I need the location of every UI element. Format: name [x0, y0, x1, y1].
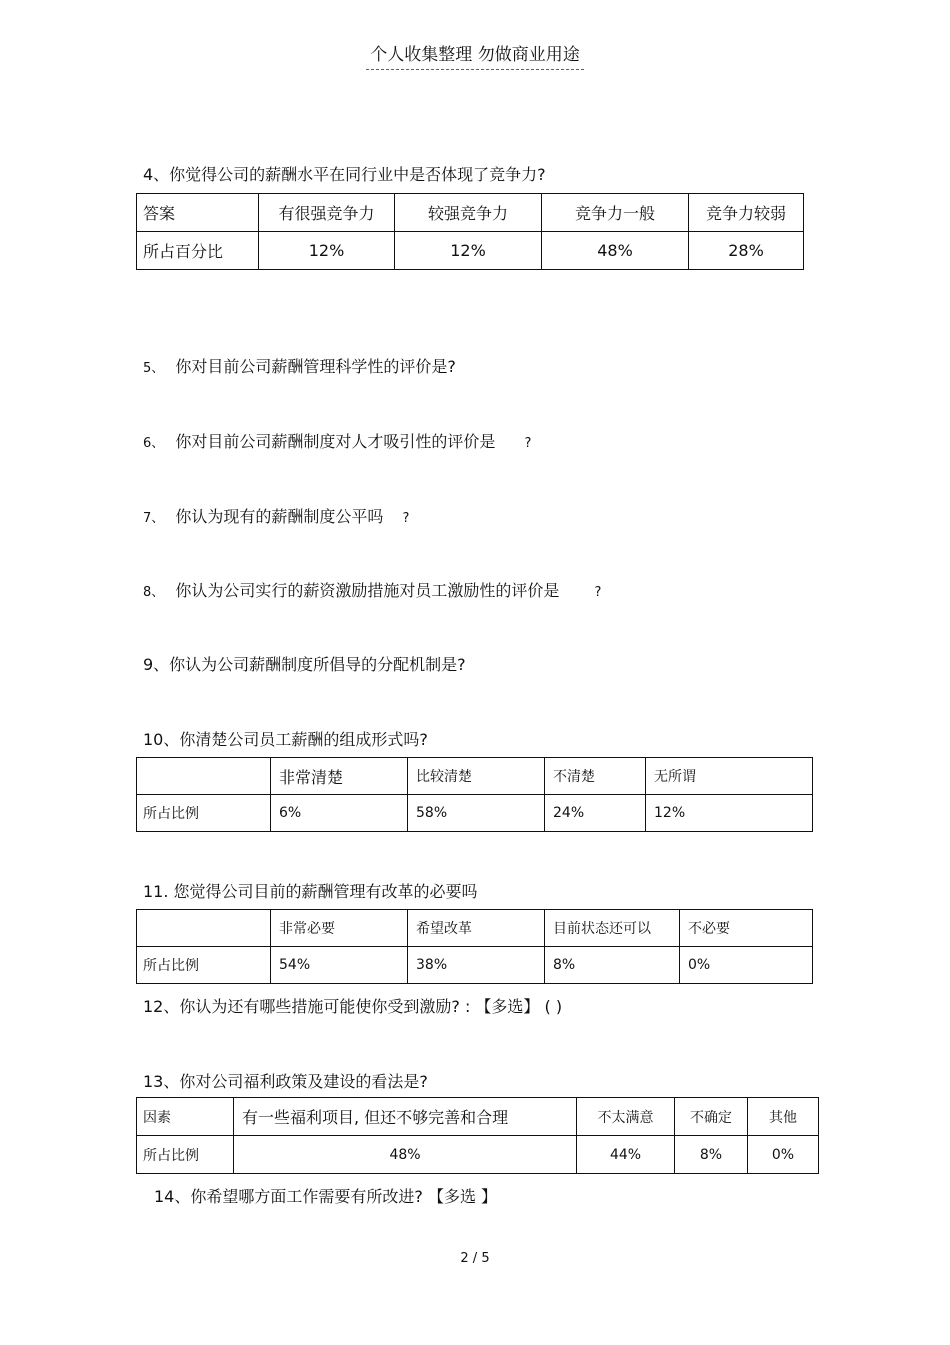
table-cell: 6%: [271, 795, 408, 832]
table-cell: 24%: [545, 795, 646, 832]
table-row: [137, 232, 804, 270]
page-header: [0, 40, 950, 65]
table-cell: 12%: [259, 232, 395, 270]
question-mark: ?: [594, 585, 602, 600]
table-cell: 竞争力较弱: [689, 194, 804, 232]
page-number: 2 / 5: [460, 1251, 490, 1266]
question-6: [143, 429, 531, 452]
table-q11: [136, 909, 813, 984]
question-14: 14、你希望哪方面工作需要有所改进? 【多选 】: [154, 1187, 498, 1206]
table-cell: 因素: [137, 1098, 234, 1136]
header-text: 个人收集整理 勿做商业用途: [366, 45, 583, 70]
question-number: 8、: [143, 585, 165, 600]
table-row: [137, 758, 813, 795]
table-cell: 目前状态还可以: [545, 910, 680, 947]
question-13: 13、你对公司福利政策及建设的看法是?: [143, 1072, 428, 1091]
table-q10: [136, 757, 813, 832]
table-cell: 不清楚: [545, 758, 646, 795]
question-number: 6、: [143, 436, 165, 451]
table-cell: 有很强竞争力: [259, 194, 395, 232]
question-text: 你对目前公司薪酬制度对人才吸引性的评价是: [175, 432, 496, 451]
table-cell: 54%: [271, 947, 408, 984]
question-12: 12、你认为还有哪些措施可能使你受到激励? : 【多选】 ( ): [143, 997, 563, 1016]
question-mark: ?: [524, 436, 532, 451]
table-cell: 58%: [408, 795, 545, 832]
table-cell: 答案: [137, 194, 259, 232]
table-cell: 28%: [689, 232, 804, 270]
table-q13: [136, 1097, 819, 1174]
table-cell: 非常必要: [271, 910, 408, 947]
table-cell: 希望改革: [408, 910, 545, 947]
table-cell: 比较清楚: [408, 758, 545, 795]
question-9: 9、你认为公司薪酬制度所倡导的分配机制是?: [143, 655, 466, 674]
table-row: [137, 947, 813, 984]
table-row: [137, 1098, 819, 1136]
table-cell: 8%: [545, 947, 680, 984]
table-cell: 8%: [675, 1136, 748, 1174]
table-cell: 所占百分比: [137, 232, 259, 270]
table-cell: 所占比例: [137, 947, 271, 984]
table-cell: [137, 910, 271, 947]
question-mark: ?: [402, 511, 410, 526]
table-cell: 其他: [748, 1098, 819, 1136]
question-5: [143, 354, 456, 377]
question-11: 11. 您觉得公司目前的薪酬管理有改革的必要吗: [143, 882, 478, 901]
table-cell: 不必要: [680, 910, 813, 947]
table-cell: 竞争力一般: [542, 194, 689, 232]
table-row: [137, 795, 813, 832]
table-cell: 38%: [408, 947, 545, 984]
table-cell: 所占比例: [137, 1136, 234, 1174]
question-10: 10、你清楚公司员工薪酬的组成形式吗?: [143, 730, 428, 749]
table-row: [137, 910, 813, 947]
question-number: 7、: [143, 511, 165, 526]
table-cell: 48%: [234, 1136, 577, 1174]
question-7: [143, 504, 409, 527]
question-4: 4、你觉得公司的薪酬水平在同行业中是否体现了竞争力?: [143, 165, 546, 184]
table-cell: 0%: [748, 1136, 819, 1174]
table-cell: 非常清楚: [271, 758, 408, 795]
table-cell: 不确定: [675, 1098, 748, 1136]
question-text: 你认为公司实行的薪资激励措施对员工激励性的评价是: [175, 581, 560, 600]
table-cell: 较强竞争力: [395, 194, 542, 232]
question-number: 5、: [143, 361, 165, 376]
table-cell: 无所谓: [646, 758, 813, 795]
table-cell: 12%: [395, 232, 542, 270]
table-cell: 0%: [680, 947, 813, 984]
table-q4: [136, 193, 804, 270]
table-row: [137, 194, 804, 232]
table-cell: 所占比例: [137, 795, 271, 832]
table-cell: 12%: [646, 795, 813, 832]
table-cell: 44%: [577, 1136, 675, 1174]
question-text: 你认为现有的薪酬制度公平吗: [175, 507, 384, 526]
table-cell: 不太满意: [577, 1098, 675, 1136]
question-8: [143, 578, 601, 601]
table-cell: 48%: [542, 232, 689, 270]
table-row: [137, 1136, 819, 1174]
table-cell: [137, 758, 271, 795]
table-cell: 有一些福利项目, 但还不够完善和合理: [234, 1098, 577, 1136]
question-text: 你对目前公司薪酬管理科学性的评价是?: [175, 357, 456, 376]
